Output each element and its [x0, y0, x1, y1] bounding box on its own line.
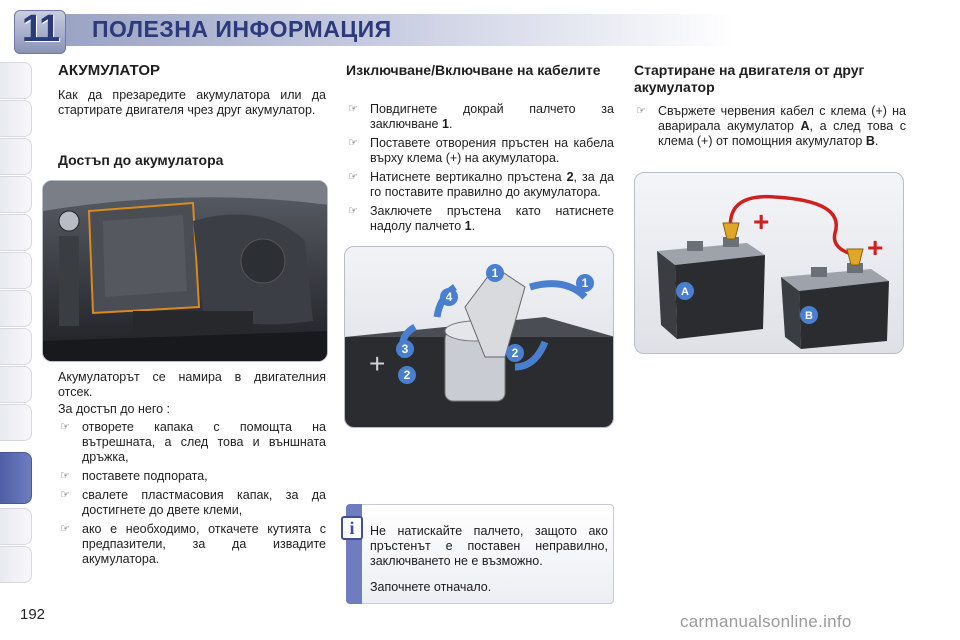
chapter-tab[interactable]: [0, 214, 32, 251]
plus-sign: +: [867, 232, 884, 263]
list-item: ☞ поставете подпората,: [60, 469, 208, 483]
chapter-tab[interactable]: [0, 404, 32, 441]
jumpstart-steps: [634, 104, 906, 153]
subheading-battery-access: Достъп до акумулатора: [58, 152, 224, 168]
pointing-hand-icon: ☞: [60, 489, 70, 501]
chapter-tab-strip: [0, 62, 36, 582]
list-item: ☞ Свържете червения кабел с клема (+) на аварирала акумулатор A, а след това с клема (+) от помощния акумулатор B.: [636, 104, 906, 148]
pointing-hand-icon: ☞: [348, 103, 358, 115]
jumpstart-figure: [634, 172, 904, 354]
list-item: ☞ Заключете пръстена като натиснете надолу палчето 1.: [348, 204, 614, 233]
clamp-a: [723, 223, 739, 239]
chapter-tab[interactable]: [0, 328, 32, 365]
info-restart-text: Започнете отначало.: [370, 580, 492, 594]
section-heading-jumpstart: Стартиране на двигателя от друг акумулатор: [634, 62, 865, 95]
figure-label: 3: [401, 342, 409, 356]
battery-access-steps: [58, 420, 326, 571]
list-item: ☞ свалете пластмасовия капак, за да достигнете до двете клеми,: [60, 488, 326, 517]
chapter-tab[interactable]: [0, 290, 32, 327]
engine-bay-illustration: [43, 181, 328, 362]
jumpstart-illustration: [635, 173, 904, 354]
plus-sign: +: [753, 206, 770, 237]
list-item: ☞ Натиснете вертикално пръстена 2, за да го поставите правилно до акумулатора.: [348, 170, 614, 199]
page-title: ПОЛЕЗНА ИНФОРМАЦИЯ: [92, 16, 392, 42]
page-number: 192: [20, 606, 46, 623]
battery-a-label: A: [681, 286, 689, 298]
info-warning-text: Не натискайте палчето, защото ако пръстенът е поставен неправилно, заключването не е възможно.: [370, 524, 608, 568]
pointing-hand-icon: ☞: [60, 523, 70, 535]
battery-location-text: Акумулаторът се намира в двигателния отсек.: [58, 370, 326, 399]
pointing-hand-icon: ☞: [348, 205, 358, 217]
chapter-tab-active[interactable]: [0, 452, 32, 504]
battery-a: [657, 237, 765, 339]
list-item: ☞ отворете капака с помощта на вътрешната, а след това и външната дръжка,: [60, 420, 326, 464]
battery-b: [781, 263, 889, 349]
chapter-tab[interactable]: [0, 100, 32, 137]
figure-label: 1: [491, 266, 499, 280]
figure-label: 4: [445, 290, 453, 304]
section-heading-battery: АКУМУЛАТОР: [58, 62, 161, 79]
figure-label: 2: [511, 346, 519, 360]
engine-bay-figure: [42, 180, 328, 362]
battery-terminal-illustration: [345, 247, 614, 428]
plus-mark: +: [369, 348, 386, 379]
pointing-hand-icon: ☞: [60, 421, 70, 433]
intro-paragraph: Как да презаредите акумулатора или да стартирате двигателя чрез друг акумулатор.: [58, 88, 326, 117]
cable-steps: [346, 102, 614, 238]
chapter-tab[interactable]: [0, 252, 32, 289]
chapter-tab[interactable]: [0, 176, 32, 213]
pointing-hand-icon: ☞: [348, 171, 358, 183]
chapter-badge: [14, 6, 70, 58]
figure-label: 1: [581, 276, 589, 290]
list-item: ☞ Повдигнете докрай палчето за заключване 1.: [348, 102, 614, 131]
figure-label: 2: [403, 368, 411, 382]
chapter-tab[interactable]: [0, 366, 32, 403]
section-heading-cables: Изключване/Включване на кабелите: [346, 62, 601, 78]
chapter-tab[interactable]: [0, 138, 32, 175]
info-icon: i: [341, 516, 363, 540]
battery-b-label: B: [805, 310, 813, 322]
chapter-tab[interactable]: [0, 62, 32, 99]
watermark: carmanualsonline.info: [680, 612, 852, 631]
list-item: ☞ Поставете отворения пръстен на кабела върху клема (+) на акумулатора.: [348, 136, 614, 165]
clamp-b: [847, 249, 863, 265]
pointing-hand-icon: ☞: [348, 137, 358, 149]
list-item: ☞ ако е необходимо, откачете кутията с предпазители, за да извадите акумулатора.: [60, 522, 326, 566]
terminal-figure: [344, 246, 614, 428]
battery-access-text: За достъп до него :: [58, 402, 171, 416]
pointing-hand-icon: ☞: [60, 470, 70, 482]
chapter-number: 11: [21, 8, 59, 50]
pointing-hand-icon: ☞: [636, 105, 646, 117]
chapter-tab[interactable]: [0, 546, 32, 583]
chapter-tab[interactable]: [0, 508, 32, 545]
